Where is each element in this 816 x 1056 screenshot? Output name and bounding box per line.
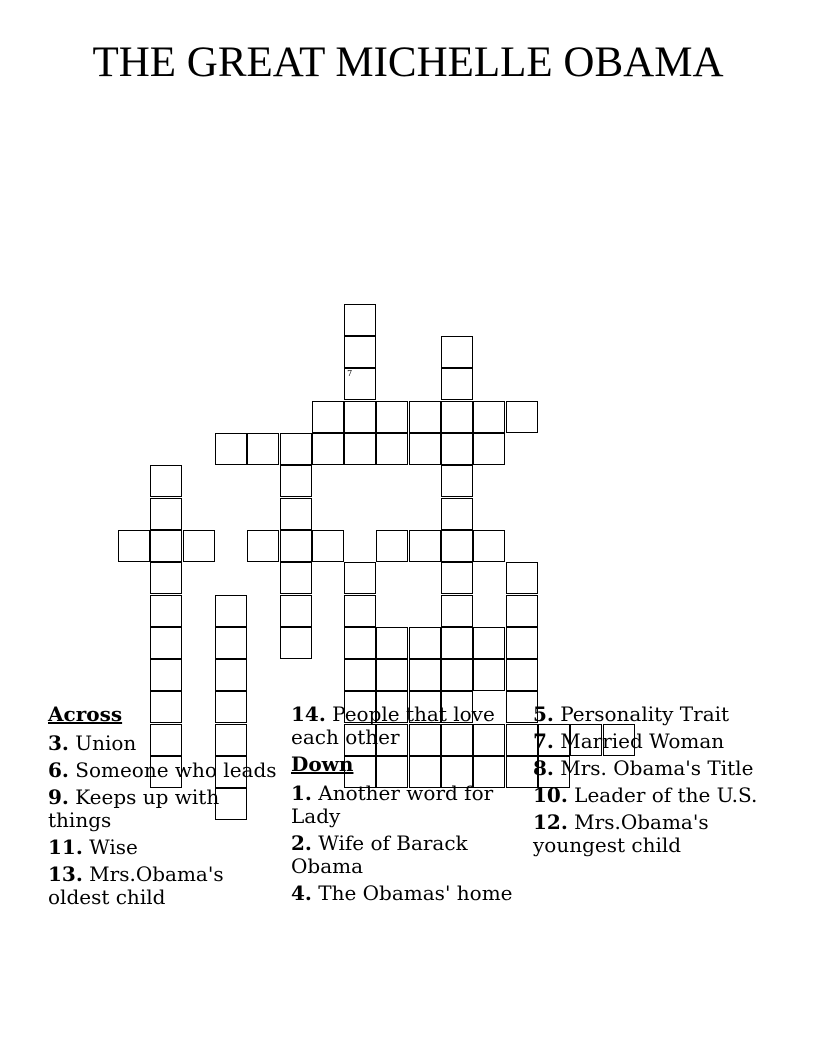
grid-cell[interactable] [409, 659, 441, 691]
grid-cell[interactable] [441, 498, 473, 530]
clue-item [533, 757, 765, 780]
clue-item-text: Someone who leads [75, 758, 277, 782]
clue-item [291, 703, 523, 749]
clue-item-number: 3. [48, 731, 69, 755]
grid-cell[interactable] [344, 627, 376, 659]
clue-item-text: Mrs.Obama's youngest child [533, 810, 709, 857]
grid-cell[interactable] [409, 401, 441, 433]
clue-item-number: 7. [533, 729, 554, 753]
clue-item [48, 732, 280, 755]
clue-item-text: Mrs.Obama's oldest child [48, 862, 224, 909]
grid-cell[interactable] [183, 530, 215, 562]
grid-cell[interactable] [409, 530, 441, 562]
grid-cell[interactable] [344, 304, 376, 336]
clue-item-text: Another word for Lady [291, 781, 494, 828]
clue-item [48, 863, 280, 909]
grid-cell[interactable] [441, 401, 473, 433]
clue-item [48, 759, 280, 782]
clue-item-number: 6. [48, 758, 69, 782]
grid-cell[interactable] [441, 465, 473, 497]
clue-item [48, 786, 280, 832]
across-clue-list [48, 732, 280, 909]
grid-cell[interactable] [344, 368, 376, 400]
grid-cell[interactable] [376, 627, 408, 659]
clues-column-1 [48, 703, 280, 913]
clues-column-3 [533, 703, 765, 861]
clue-item-text: Wife of Barack Obama [291, 831, 468, 878]
grid-cell[interactable] [441, 433, 473, 465]
clue-item-text: The Obamas' home [318, 881, 513, 905]
clue-item-number: 8. [533, 756, 554, 780]
grid-cell[interactable] [215, 595, 247, 627]
grid-cell[interactable] [150, 530, 182, 562]
clue-item-text: Union [75, 731, 137, 755]
clue-item [533, 784, 765, 807]
grid-cell[interactable] [376, 659, 408, 691]
grid-cell[interactable] [118, 530, 150, 562]
grid-cell[interactable] [441, 659, 473, 691]
grid-cell[interactable] [441, 530, 473, 562]
grid-cell[interactable] [506, 562, 538, 594]
grid-cell[interactable] [441, 336, 473, 368]
grid-cell[interactable] [441, 627, 473, 659]
clue-item [533, 730, 765, 753]
grid-cell[interactable] [506, 401, 538, 433]
grid-cell[interactable] [280, 562, 312, 594]
clue-item-text: Keeps up with things [48, 785, 220, 832]
grid-cell[interactable] [473, 433, 505, 465]
grid-cell[interactable] [312, 433, 344, 465]
grid-cell[interactable] [344, 433, 376, 465]
grid-cell[interactable] [150, 659, 182, 691]
clue-item-number: 12. [533, 810, 568, 834]
clue-item [533, 811, 765, 857]
clue-item-number: 1. [291, 781, 312, 805]
grid-cell[interactable] [344, 562, 376, 594]
grid-cell[interactable] [215, 627, 247, 659]
grid-cell[interactable] [506, 659, 538, 691]
grid-cell[interactable] [150, 595, 182, 627]
clue-item-number: 14. [291, 702, 326, 726]
clue-item-text: Personality Trait [560, 702, 730, 726]
clue-item-text: Leader of the U.S. [574, 783, 758, 807]
grid-cell[interactable] [473, 401, 505, 433]
page-title: THE GREAT MICHELLE OBAMA [92, 39, 724, 86]
grid-cell[interactable] [215, 659, 247, 691]
clue-item-number: 13. [48, 862, 83, 886]
grid-cell[interactable] [506, 627, 538, 659]
clue-item [48, 836, 280, 859]
clue-item-number: 9. [48, 785, 69, 809]
clue-item [291, 882, 523, 905]
grid-cell[interactable] [280, 498, 312, 530]
grid-cell[interactable] [344, 336, 376, 368]
grid-cell[interactable] [344, 595, 376, 627]
grid-cell[interactable] [312, 401, 344, 433]
grid-cell[interactable] [441, 368, 473, 400]
grid-cell[interactable] [150, 465, 182, 497]
down-clue-list [291, 782, 523, 905]
clue-item-text: Married Woman [560, 729, 725, 753]
grid-cell[interactable] [280, 530, 312, 562]
clue-item-number: 5. [533, 702, 554, 726]
grid-cell[interactable] [441, 595, 473, 627]
grid-cell[interactable] [473, 530, 505, 562]
grid-cell[interactable] [215, 433, 247, 465]
grid-cell[interactable] [441, 562, 473, 594]
grid-cell[interactable] [506, 595, 538, 627]
clue-item-number: 2. [291, 831, 312, 855]
down-heading: Down [291, 752, 354, 776]
clue-item [533, 703, 765, 726]
clue-item-text: Mrs. Obama's Title [560, 756, 754, 780]
grid-cell[interactable] [344, 401, 376, 433]
down-clue-list-continued [533, 703, 765, 857]
clue-item-number: 10. [533, 783, 568, 807]
grid-cell[interactable] [473, 659, 505, 691]
grid-cell[interactable] [376, 530, 408, 562]
clue-item [291, 832, 523, 878]
grid-cell[interactable] [150, 498, 182, 530]
grid-cell[interactable] [312, 530, 344, 562]
across-heading: Across [48, 702, 123, 726]
grid-cell[interactable] [150, 562, 182, 594]
grid-cell[interactable] [344, 659, 376, 691]
clue-item-number: 4. [291, 881, 312, 905]
grid-cell[interactable] [280, 433, 312, 465]
grid-cell[interactable] [376, 401, 408, 433]
clue-item-number: 11. [48, 835, 83, 859]
grid-cell[interactable] [280, 465, 312, 497]
clue-number: 7 [347, 369, 353, 379]
across-clue-list-continued [291, 703, 523, 749]
grid-cell[interactable] [150, 627, 182, 659]
grid-cell[interactable] [280, 627, 312, 659]
clues-column-2 [291, 703, 523, 909]
grid-cell[interactable] [473, 627, 505, 659]
grid-cell[interactable] [247, 433, 279, 465]
grid-cell[interactable] [409, 627, 441, 659]
grid-cell[interactable] [409, 433, 441, 465]
clue-item [291, 782, 523, 828]
grid-cell[interactable] [280, 595, 312, 627]
grid-cell[interactable] [247, 530, 279, 562]
clue-item-text: Wise [89, 835, 138, 859]
grid-cell[interactable] [376, 433, 408, 465]
clue-item-text: People that love each other [291, 702, 495, 749]
